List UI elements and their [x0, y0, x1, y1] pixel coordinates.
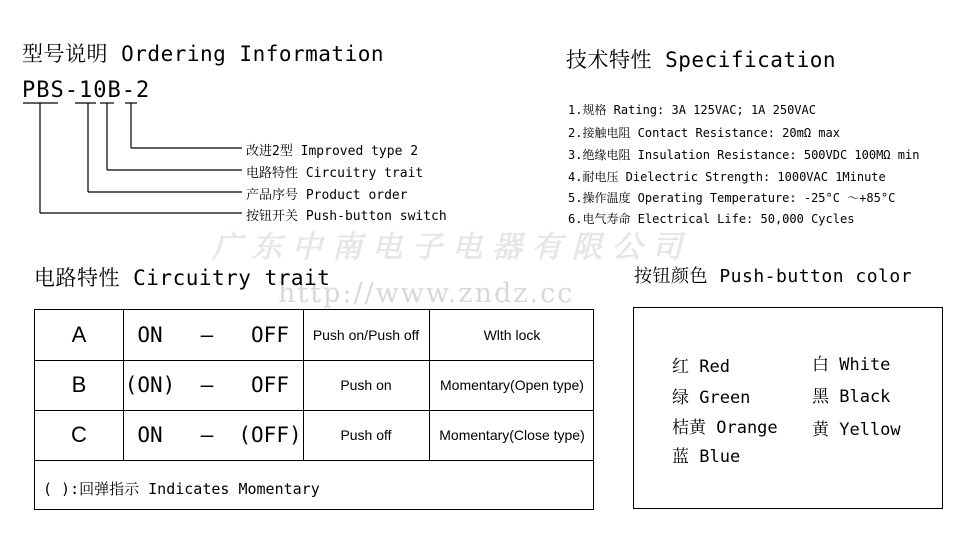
- circuit-dash: —: [200, 423, 214, 447]
- circuitry-table: [34, 309, 594, 510]
- circuit-type: Momentary(Open type): [440, 377, 584, 393]
- circuit-letter: A: [71, 322, 87, 347]
- circuit-right-state: OFF: [251, 323, 289, 347]
- color-box: [633, 307, 943, 509]
- circuit-letter: B: [71, 372, 87, 397]
- spec-rating: 1.规格 Rating: 3A 125VAC; 1A 250VAC: [568, 103, 816, 117]
- circuitry-title: 电路特性 Circuitry trait: [34, 266, 331, 290]
- table-row: [35, 360, 593, 411]
- color-orange: 桔黄 Orange: [672, 418, 778, 438]
- circuit-left-state: (ON): [124, 373, 176, 397]
- spec-insulation-resistance: 3.绝缘电阻 Insulation Resistance: 500VDC 100MΩ min: [568, 148, 920, 162]
- company-watermark: 广东中南电子电器有限公司: [212, 230, 692, 265]
- color-yellow: 黄 Yellow: [812, 420, 901, 440]
- circuit-dash: —: [200, 373, 214, 397]
- spec-operating-temperature: 5.操作温度 Operating Temperature: -25°C ～+85°C: [568, 191, 896, 205]
- order-item-product-order: 产品序号 Product order: [246, 188, 408, 203]
- color-red: 红 Red: [672, 357, 730, 377]
- ordering-title: 型号说明 Ordering Information: [22, 42, 385, 66]
- order-item-push-button: 按钮开关 Push-button switch: [246, 209, 447, 224]
- spec-electrical-life: 6.电气寿命 Electrical Life: 50,000 Cycles: [568, 212, 855, 226]
- circuit-action: Push on/Push off: [312, 327, 420, 343]
- circuit-right-state: (OFF): [238, 423, 302, 447]
- specification-title: 技术特性 Specification: [566, 48, 837, 72]
- order-item-circuitry: 电路特性 Circuitry trait: [246, 166, 424, 181]
- table-row: [35, 410, 593, 461]
- table-row: [35, 310, 593, 361]
- url-watermark: http://www.zndz.cc: [278, 278, 575, 309]
- model-code: PBS-10B-2: [22, 78, 151, 103]
- circuit-left-state: ON: [137, 323, 163, 347]
- color-white: 白 White: [812, 355, 891, 375]
- spec-dielectric-strength: 4.耐电压 Dielectric Strength: 1000VAC 1Minute: [568, 170, 886, 184]
- order-item-improved-type: 改进2型 Improved type 2: [246, 144, 419, 159]
- circuit-action: Push off: [340, 427, 392, 443]
- color-title: 按钮颜色 Push-button color: [634, 266, 913, 287]
- color-blue: 蓝 Blue: [672, 447, 741, 467]
- circuit-type: Momentary(Close type): [439, 427, 585, 443]
- color-black: 黑 Black: [812, 387, 891, 407]
- circuit-right-state: OFF: [251, 373, 289, 397]
- circuit-letter: C: [71, 422, 87, 447]
- circuit-left-state: ON: [137, 423, 163, 447]
- spec-contact-resistance: 2.接触电阻 Contact Resistance: 20mΩ max: [568, 126, 840, 140]
- circuit-dash: —: [200, 323, 214, 347]
- circuit-action: Push on: [340, 377, 392, 393]
- momentary-note: ( ):回弹指示 Indicates Momentary: [43, 480, 320, 498]
- color-green: 绿 Green: [672, 388, 751, 408]
- circuit-type: Wlth lock: [483, 327, 541, 343]
